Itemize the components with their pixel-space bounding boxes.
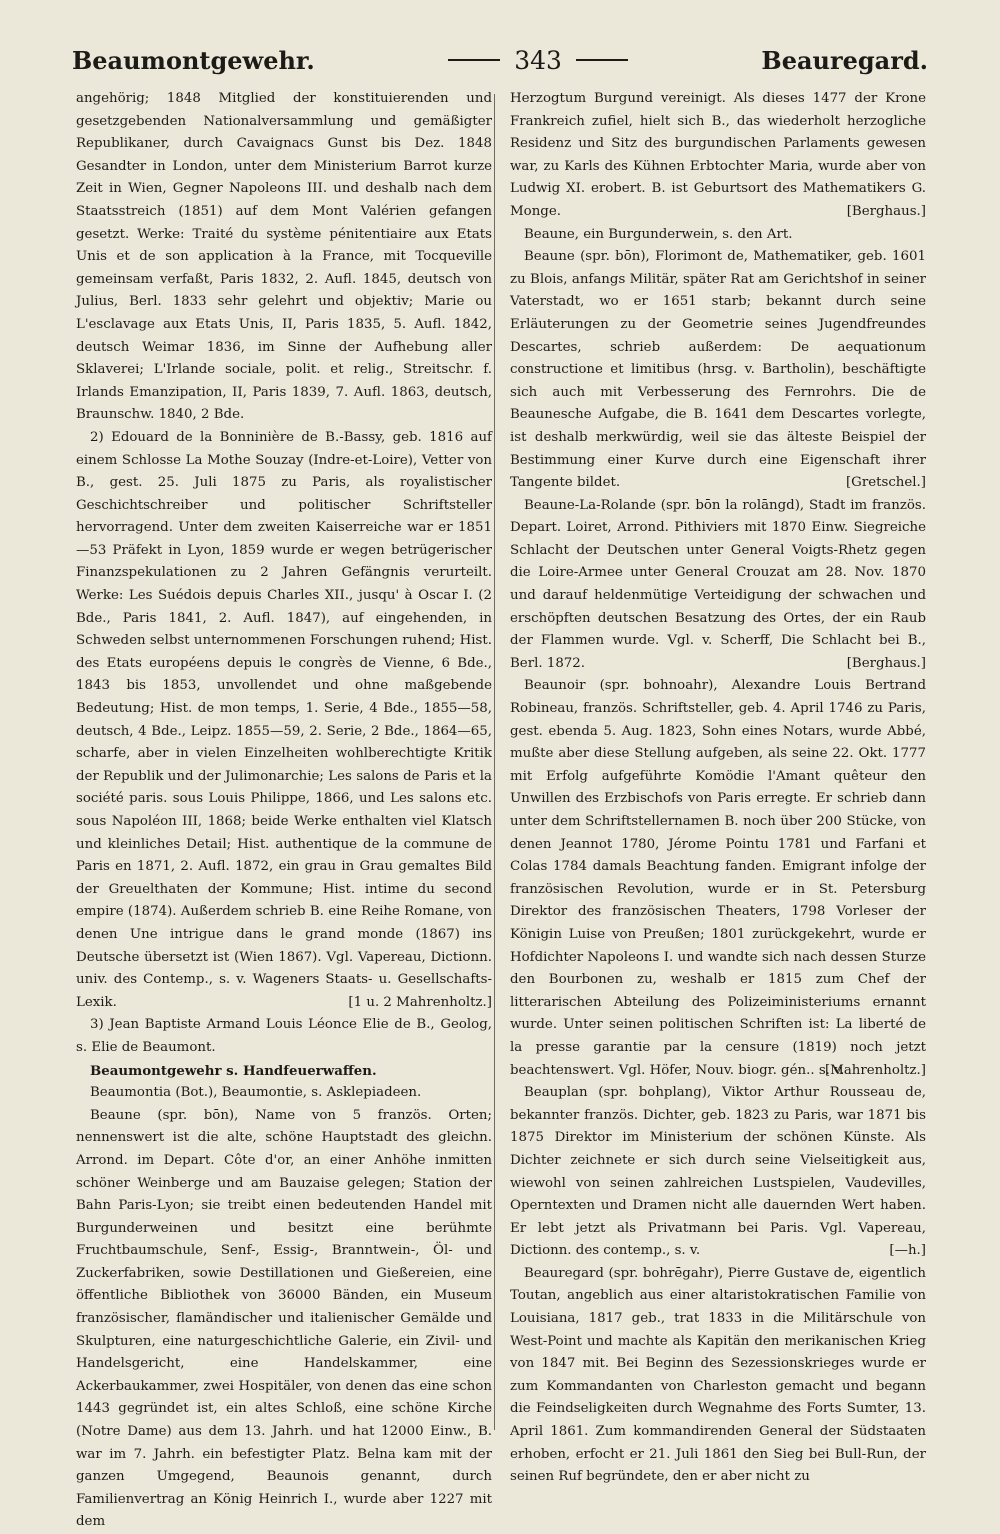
header-right-catchword: Beauregard. [761,45,928,75]
entry-beaunoir: Beaunoir (spr. bohnoahr), Alexandre Louis Bertrand Robineau, französ. Schriftsteller, geb. 4. April 1746 zu Paris, gest. ebenda 5. Aug. 1823, Sohn eines Notars, wurde Abbé, mußte aber diese Stellung aufgeben, als seine 22. Okt. 1777 mit Erfolg aufgeführte Komödie l'Amant quêteur den Unwillen des Erzbischofs von Paris erregte. Er schrieb dann unter dem Schriftstellernamen B. noch über 200 Stücke, von denen Jeannot 1780, Jérome Pointu 1781 und Farfani et Colas 1784 damals Beachtung fanden. Emigrant infolge der französischen Revolution, wurde er in St. Petersburg Direktor des französischen Theaters, 1798 Vorleser der Königin Luise von Preußen; 1801 zurückgekehrt, wurde er Hofdichter Napoleons I. und wandte sich nach dessen Sturze den Bourbonen zu, weshalb er 1815 zum Chef der litterarischen Abteilung des Polizeiministeriums ernannt wurde. Unter seinen politischen Schriften ist: La liberté de la presse garantie par la censure (1819) noch jetzt beachtenswert. Vgl. Höfer, Nouv. biogr. gén.. s. v. [510,678,926,1078]
column-divider [494,94,495,1430]
header-left-catchword: Beaumontgewehr. [72,45,315,75]
author-signature: [1 u. 2 Mahrenholtz.] [348,994,492,1010]
header-dash-right [576,59,628,61]
entry-beauplan: Beauplan (spr. bohplang), Viktor Arthur Rousseau de, bekannter französ. Dichter, geb. 1823 zu Paris, war 1871 bis 1875 Direktor im Ministerium der schönen Künste. Als Dichter zeichnete er sich durch seine Vielseitigkeit aus, wiewohl von seinen zahlreichen Lustspielen, Vaudevilles, Operntexten und Dramen nicht alle dauernden Wert haben. Er lebt jetzt als Privatmann bei Paris. Vgl. Vapereau, Dictionn. des contemp., s. v. [510,1085,926,1259]
page-number: 343 [514,45,562,75]
entry-beaune-wine: Beaune, ein Burgunderwein, s. den Art. [524,226,793,242]
paragraph: angehörig; 1848 Mitglied der konstituierenden und gesetzgebenden Nationalversammlung und gemäßigter Republikaner, durch Cavaignacs Gunst bis Dez. 1848 Gesandter in London, unter dem Ministerium Barrot kurze Zeit in Wien, Gegner Napoleons III. und deshalb nach dem Staatsstreich (1851) auf dem Mont Valérien gefangen gesetzt. Werke: Traité du système pénitentiaire aux Etats Unis et de son application à la France, mit Tocqueville gemeinsam verfaßt, Paris 1832, 2. Aufl. 1845, deutsch von Julius, Berl. 1833 sehr gelehrt und objektiv; Marie ou L'esclavage aux Etats Unis, II, Paris 1835, 5. Aufl. 1842, deutsch Weimar 1836, im Sinne der Aufhebung aller Sklaverei; L'Irlande sociale, polit. et relig., Streitschr. f. Irlands Emanzipation, II, Paris 1839, 7. Aufl. 1863, deutsch, Braunschw. 1840, 2 Bde. [76,91,492,423]
entry-beaune-florimont: Beaune (spr. bōn), Florimont de, Mathematiker, geb. 1601 zu Blois, anfangs Militär, später Rat am Gerichtshof in seiner Vaterstadt, wo er 1651 starb; bekannt durch seine Erläuterungen zu der Geometrie seines Jugendfreundes Descartes, schrieb außerdem: De aequationum constructione et limitibus (hrsg. v. Bartholin), beschäftigte sich auch mit Verbesserung des Fernrohrs. Die de Beaunesche Aufgabe, die B. 1641 dem Descartes vorlegte, ist deshalb merkwürdig, weil sie das älteste Beispiel der Bestimmung einer Kurve durch eine Eigenschaft ihrer Tangente bildet. [510,249,926,491]
entry-beaumontia: Beaumontia (Bot.), Beaumontie, s. Asklepiadeen. [90,1085,422,1101]
author-signature: [Berghaus.] [846,655,926,671]
left-column [76,88,492,1534]
page-number-group [448,46,628,75]
paragraph: Herzogtum Burgund vereinigt. Als dieses 1477 der Krone Frankreich zufiel, hielt sich B., das wiederholt herzogliche Residenz und Sitz des burgundischen Parlaments gewesen war, zu Karls des Kühnen Erbtochter Maria, wurde aber von Ludwig XI. erobert. B. ist Geburtsort des Mathematikers G. Monge. [510,91,926,219]
paragraph: 2) Edouard de la Bonninière de B.-Bassy, geb. 1816 auf einem Schlosse La Mothe Souzay (Indre-et-Loire), Vetter von B., gest. 25. Juli 1875 zu Paris, als royalistischer Geschichtschreiber und politischer Schriftsteller hervorragend. Unter dem zweiten Kaiserreiche war er 1851—53 Präfekt in Lyon, 1859 wurde er wegen betrügerischer Finanzspekulationen zu 2 Jahren Gefängnis verurteilt. Werke: Les Suédois depuis Charles XII., jusqu' à Oscar I. (2 Bde., Paris 1841, 2. Aufl. 1847), auf eingehenden, in Schweden selbst unternommenen Forschungen ruhend; Hist. des Etats européens depuis le congrès de Vienne, 6 Bde., 1843 bis 1853, unvollendet und ohne maßgebende Bedeutung; Hist. de mon temps, 1. Serie, 4 Bde., 1855—58, deutsch, 4 Bde., Leipz. 1855—59, 2. Serie, 2 Bde., 1864—65, scharfe, aber in vielen Einzelheiten wohlberechtigte Kritik der Republik und der Julimonarchie; Les salons de Paris et la société paris. sous Louis Philippe, 1866, und Les salons etc. sous Napoléon III, 1868; beide Werke enthalten viel Klatsch und kleinliches Detail; Hist. authentique de la commune de Paris en 1871, 2. Aufl. 1872, ein grau in Grau gemaltes Bild der Greuelthaten der Kommune; Hist. intime du second empire (1874). Außerdem schrieb B. eine Reihe Romane, von denen Une intrigue dans le grand monde (1867) ins Deutsche übersetzt ist (Wien 1867). Vgl. Vapereau, Dictionn. univ. des Contemp., s. v. Wageners Staats- u. Gesellschafts-Lexik. [76,429,492,1010]
author-signature: [Berghaus.] [846,203,926,219]
author-signature: [—h.] [889,1243,926,1259]
entry-beaune-la-rolande: Beaune-La-Rolande (spr. bōn la rolāngd), Stadt im französ. Depart. Loiret, Arrond. Pithiviers mit 1870 Einw. Siegreiche Schlacht der Deutschen unter General Voigts-Rhetz gegen die Loire-Armee unter General Crouzat am 28. Nov. 1870 und darauf heldenmütige Verteidigung der schwachen und erschöpften deutschen Besatzung des Ortes, der ein Raub der Flammen wurde. Vgl. v. Scherff, Die Schlacht bei B., Berl. 1872. [510,497,926,671]
entry-beaune-town: Beaune (spr. bōn), Name von 5 französ. Orten; nennenswert ist die alte, schöne Hauptstadt des gleichn. Arrond. im Depart. Côte d'or, an einer Anhöhe inmitten schöner Weinberge und am Bauzaise gelegen; Station der Bahn Paris-Lyon; sie treibt einen bedeutenden Handel mit Burgunderweinen und besitzt eine berühmte Fruchtbaumschule, Senf-, Essig-, Branntwein-, Öl- und Zuckerfabriken, sowie Destillationen und Gießereien, eine öffentliche Bibliothek von 36000 Bänden, ein Museum französischer, flamändischer und italienischer Gemälde und Skulpturen, eine naturgeschichtliche Galerie, ein Zivil- und Handelsgericht, eine Handelskammer, eine Ackerbaukammer, zwei Hospitäler, von denen das eine schon 1443 gegründet ist, ein altes Schloß, eine schöne Kirche (Notre Dame) aus dem 13. Jahrh. und hat 12000 Einw., B. war im 7. Jahrh. ein befestigter Platz. Belna kam mit der ganzen Umgegend, Beaunois genannt, durch Familienvertrag an König Heinrich I., wurde aber 1227 mit dem [76,1107,492,1530]
header-dash-left [448,59,500,61]
right-column [510,88,926,1489]
page-header [72,40,928,80]
paragraph: 3) Jean Baptiste Armand Louis Léonce Elie de B., Geolog, s. Elie de Beaumont. [76,1017,492,1055]
author-signature: [Gretschel.] [845,475,926,491]
entry-beaumontgewehr: Beaumontgewehr s. Handfeuerwaffen. [90,1062,377,1079]
entry-beauregard: Beauregard (spr. bohrēgahr), Pierre Gustave de, eigentlich Toutan, angeblich aus einer altaristokratischen Familie von Louisiana, 1817 geb., trat 1833 in die Militärschule von West-Point und machte als Kapitän den merikanischen Krieg von 1847 mit. Bei Beginn des Sezessionskrieges wurde er zum Kommandanten von Charleston gemacht und begann die Feindseligkeiten durch Wegnahme des Forts Sumter, 13. April 1861. Zum kommandirenden General der Südstaaten erhoben, erfocht er 21. Juli 1861 den Sieg bei Bull-Run, der seinen Ruf begründete, den er aber nicht zu [510,1265,926,1485]
author-signature: [Mahrenholtz.] [824,1062,926,1078]
